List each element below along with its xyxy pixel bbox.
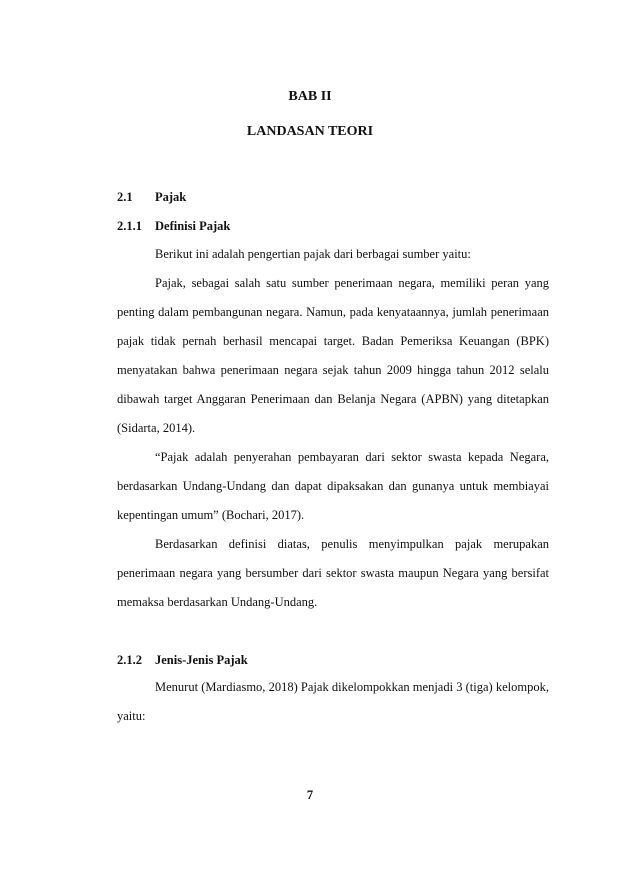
paragraph-classification: Menurut (Mardiasmo, 2018) Pajak dikelompokkan menjadi 3 (tiga) kelompok, yaitu: [117, 680, 549, 723]
chapter-title: LANDASAN TEORI [246, 124, 374, 139]
paragraph-intro: Berikut ini adalah pengertian pajak dari berbagai sumber yaitu: [155, 247, 471, 261]
page-number: 7 [306, 788, 314, 802]
section-number: 2.1.2 [117, 653, 142, 667]
section-number: 2.1 [117, 190, 133, 204]
chapter-number: BAB II [288, 89, 332, 104]
section-heading-2-1-1 [117, 219, 230, 234]
paragraph-definition-quote: “Pajak adalah penyerahan pembayaran dari sektor swasta kepada Negara, berdasarkan Undang-Undang dan dapat dipaksakan dan gunanya untuk membiayai kepentingan umum” (Bochari, 2017). [117, 450, 549, 522]
paragraph-pajak-overview: Pajak, sebagai salah satu sumber penerimaan negara, memiliki peran yang penting dalam pembangunan negara. Namun, pada kenyataannya, jumlah penerimaan pajak tidak pernah berhasil mencapai target. Badan Pemeriksa Keuangan (BPK) menyatakan bahwa penerimaan negara sejak tahun 2009 hingga tahun 2012 selalu dibawah target Anggaran Penerimaan dan Belanja Negara (APBN) yang ditetapkan (Sidarta, 2014). [117, 276, 549, 435]
section-heading-2-1 [117, 190, 186, 205]
section-number: 2.1.1 [117, 219, 142, 233]
section-heading-2-1-2 [117, 653, 248, 668]
section-title: Definisi Pajak [155, 219, 231, 233]
section-title: Jenis-Jenis Pajak [155, 653, 248, 667]
section-title: Pajak [155, 190, 187, 204]
jenis-body [117, 673, 549, 731]
paragraph-conclusion: Berdasarkan definisi diatas, penulis menyimpulkan pajak merupakan penerimaan negara yang bersumber dari sektor swasta maupun Negara yang bersifat memaksa berdasarkan Undang-Undang. [117, 537, 549, 609]
definition-body [117, 240, 549, 617]
